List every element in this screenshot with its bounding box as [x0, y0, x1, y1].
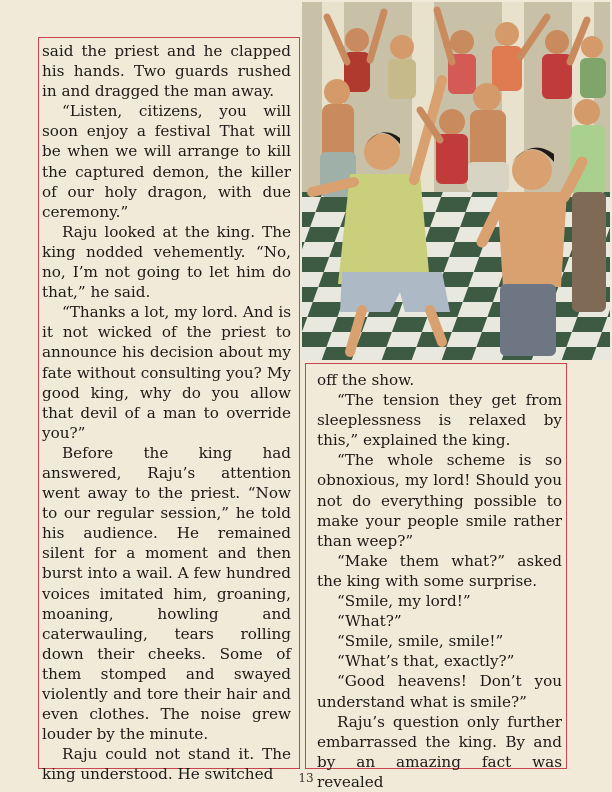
left-paragraph-5: Before the king had answered, Raju’s attention went away to the priest. “Now to our regular session,” he told his audience. He remained silent for a moment and then burst into a wail. A few hundred voices imitated him, groaning, moaning, howling and caterwauling, tears rolling down their cheeks. Some of them stomped and swayed violently and tore their hair and even clothes. The noise grew louder by the minute.: [42, 443, 291, 744]
right-paragraph-5: “Smile, my lord!”: [337, 592, 471, 611]
right-paragraph-4: “Make them what?” asked the king with some surprise.: [317, 551, 562, 590]
wailing-crowd-illustration: [302, 2, 610, 360]
right-paragraph-3: “The whole scheme is so obnoxious, my lord! Should you not do everything possible to make your people smile rather than weep?”: [317, 451, 562, 550]
left-paragraph-2: “Listen, citizens, you will soon enjoy a festival That will be when we will arrange to kill the captured demon, the killer of our holy dragon, with due ceremony.”: [42, 102, 291, 221]
left-paragraph-6: Raju could not stand it. The king understood. He switched: [42, 745, 291, 784]
left-paragraph-3: Raju looked at the king. The king nodded vehemently. “No, no, I’m not going to let him do that,” he said.: [42, 222, 291, 302]
page-number: 13: [298, 771, 314, 785]
left-paragraph-1: said the priest and he clapped his hands. Two guards rushed in and dragged the man away.: [42, 42, 291, 101]
right-paragraph-8: “What’s that, exactly?”: [337, 652, 515, 671]
right-text-column: [317, 370, 562, 792]
right-paragraph-10: Raju’s question only further embarrassed the king. By and by an amazing fact was revealed: [317, 712, 562, 791]
left-paragraph-4: “Thanks a lot, my lord. And is it not wicked of the priest to announce his decision about my fate without consulting you? My good king, why do you allow that devil of a man to override you?”: [42, 303, 291, 442]
right-paragraph-7: “Smile, smile, smile!”: [337, 632, 504, 651]
right-paragraph-6: “What?”: [337, 612, 402, 631]
right-paragraph-2: “The tension they get from sleeplessness is relaxed by this,” explained the king.: [317, 391, 562, 450]
right-paragraph-9: “Good heavens! Don’t you understand what is smile?”: [317, 672, 562, 711]
right-paragraph-1: off the show.: [317, 371, 415, 389]
left-text-column: [42, 41, 291, 784]
crowd-illustration: [302, 2, 610, 360]
